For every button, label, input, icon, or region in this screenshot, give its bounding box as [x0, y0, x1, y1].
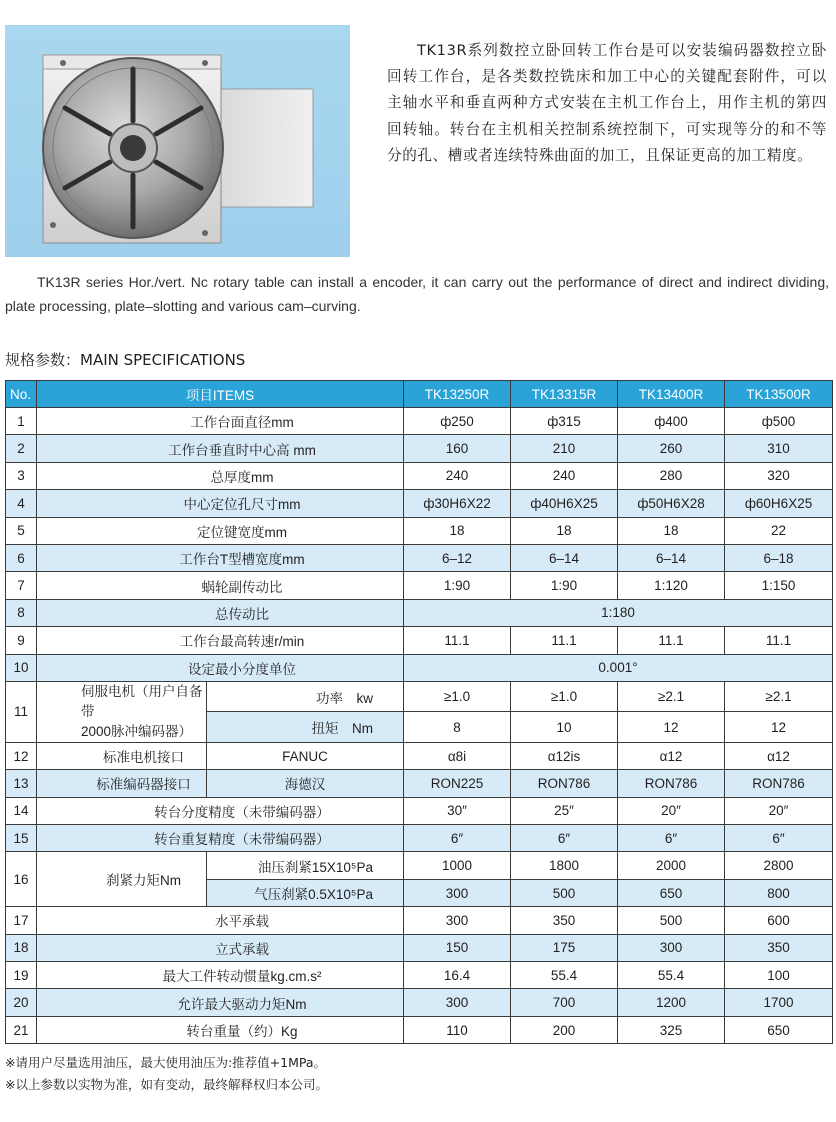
table-row [6, 490, 833, 517]
row-item: 转台重复精度（未带编码器） [37, 825, 404, 852]
row-no: 15 [6, 825, 37, 852]
row-item: 标准电机接口 [37, 742, 207, 769]
row-value: 650 [618, 879, 725, 906]
row-value: ≥2.1 [725, 681, 833, 712]
table-row [6, 852, 833, 879]
table-row [6, 681, 833, 712]
row-no: 19 [6, 962, 37, 989]
row-value: 210 [511, 435, 618, 462]
row-value: 18 [404, 517, 511, 544]
row-no: 5 [6, 517, 37, 544]
row-value: 240 [404, 462, 511, 489]
row-item: 转台分度精度（未带编码器） [37, 797, 404, 824]
row-value: 280 [618, 462, 725, 489]
table-header-row [6, 381, 833, 408]
row-value: ф30H6X22 [404, 490, 511, 517]
table-row [6, 742, 833, 769]
row-value: 325 [618, 1016, 725, 1043]
table-row [6, 435, 833, 462]
row-value: 12 [618, 712, 725, 743]
row-value: 310 [725, 435, 833, 462]
row-value: α8i [404, 742, 511, 769]
row-value: 11.1 [618, 627, 725, 654]
row-value: 20″ [725, 797, 833, 824]
table-row [6, 770, 833, 797]
row-no: 13 [6, 770, 37, 797]
row-value-span: 1:180 [404, 599, 833, 626]
row-item: 转台重量（约）Kg [37, 1016, 404, 1043]
table-row [6, 989, 833, 1016]
row-no: 11 [6, 681, 37, 742]
row-item: 中心定位孔尺寸mm [37, 490, 404, 517]
table-row [6, 654, 833, 681]
row-value-span: 0.001° [404, 654, 833, 681]
table-row [6, 408, 833, 435]
row-value: ф50H6X28 [618, 490, 725, 517]
row-value: 300 [404, 989, 511, 1016]
row-no: 10 [6, 654, 37, 681]
row-value: 500 [511, 879, 618, 906]
row-value: 18 [618, 517, 725, 544]
row-item: 标准编码器接口 [37, 770, 207, 797]
row-value: 16.4 [404, 962, 511, 989]
row-value: 240 [511, 462, 618, 489]
row-no: 6 [6, 544, 37, 571]
row-value: 700 [511, 989, 618, 1016]
row-value: ф400 [618, 408, 725, 435]
row-value: ≥1.0 [404, 681, 511, 712]
row-value: 1:120 [618, 572, 725, 599]
row-item: 总厚度mm [37, 462, 404, 489]
header-model-1: TK13250R [404, 381, 511, 408]
sub-label: 气压刹紧0.5X10⁵Pa [207, 879, 404, 906]
table-row [6, 934, 833, 961]
row-value: α12 [618, 742, 725, 769]
row-value: 350 [725, 934, 833, 961]
row-no: 12 [6, 742, 37, 769]
row-value: 2800 [725, 852, 833, 879]
row-no: 7 [6, 572, 37, 599]
row-item: 水平承载 [37, 907, 404, 934]
row-value: 11.1 [404, 627, 511, 654]
row-item: 最大工件转动惯量kg.cm.s² [37, 962, 404, 989]
row-value: 30″ [404, 797, 511, 824]
row-item: 允许最大驱动力矩Nm [37, 989, 404, 1016]
row-value: 25″ [511, 797, 618, 824]
row-value: 650 [725, 1016, 833, 1043]
row-item: 刹紧力矩Nm [37, 852, 207, 907]
row-value: 10 [511, 712, 618, 743]
row-value: 6″ [618, 825, 725, 852]
row-value: 11.1 [725, 627, 833, 654]
row-value: 6″ [511, 825, 618, 852]
row-value: 200 [511, 1016, 618, 1043]
row-no: 1 [6, 408, 37, 435]
product-photo [5, 25, 350, 257]
row-item: 工作台最高转速r/min [37, 627, 404, 654]
row-value: 175 [511, 934, 618, 961]
row-item: 总传动比 [37, 599, 404, 626]
row-item: 定位键宽度mm [37, 517, 404, 544]
row-value: 1700 [725, 989, 833, 1016]
row-value: ≥2.1 [618, 681, 725, 712]
row-no: 20 [6, 989, 37, 1016]
header-model-2: TK13315R [511, 381, 618, 408]
row-value: 18 [511, 517, 618, 544]
row-no: 8 [6, 599, 37, 626]
row-value: ≥1.0 [511, 681, 618, 712]
sub-label: 油压刹紧15X10⁵Pa [207, 852, 404, 879]
row-value: RON786 [618, 770, 725, 797]
row-no: 21 [6, 1016, 37, 1043]
row-no: 4 [6, 490, 37, 517]
row-value: ф40H6X25 [511, 490, 618, 517]
row-value: 55.4 [618, 962, 725, 989]
header-items: 项目ITEMS [37, 381, 404, 408]
table-row [6, 825, 833, 852]
row-value: 150 [404, 934, 511, 961]
table-row [6, 544, 833, 571]
row-value: 320 [725, 462, 833, 489]
row-value: ф500 [725, 408, 833, 435]
row-value: 2000 [618, 852, 725, 879]
row-value: RON225 [404, 770, 511, 797]
row-value: 1000 [404, 852, 511, 879]
row-no: 18 [6, 934, 37, 961]
row-no: 9 [6, 627, 37, 654]
header-no: No. [6, 381, 37, 408]
row-value: ф250 [404, 408, 511, 435]
row-value: 6–18 [725, 544, 833, 571]
table-row [6, 797, 833, 824]
footnote-1: ※请用户尽量选用油压，最大使用油压为:推荐值+1MPa。 [5, 1055, 327, 1070]
row-no: 2 [6, 435, 37, 462]
row-item: 设定最小分度单位 [37, 654, 404, 681]
row-value: 6″ [404, 825, 511, 852]
table-row [6, 627, 833, 654]
row-item: 工作台T型槽宽度mm [37, 544, 404, 571]
row-item: 蜗轮副传动比 [37, 572, 404, 599]
sub-label: 功率 kw [207, 681, 404, 712]
row-item-line1: 伺服电机（用户自备带 [81, 683, 203, 719]
table-row [6, 1016, 833, 1043]
row-value: α12 [725, 742, 833, 769]
row-item-line2: 2000脉冲编码器） [81, 723, 193, 739]
row-item [37, 681, 207, 742]
table-row [6, 462, 833, 489]
row-no: 16 [6, 852, 37, 907]
row-no: 3 [6, 462, 37, 489]
spec-title: 规格参数：MAIN SPECIFICATIONS [5, 351, 246, 369]
row-item: 工作台垂直时中心高 mm [37, 435, 404, 462]
row-value: 1:150 [725, 572, 833, 599]
row-value: 22 [725, 517, 833, 544]
header-model-3: TK13400R [618, 381, 725, 408]
row-no: 14 [6, 797, 37, 824]
row-value: 55.4 [511, 962, 618, 989]
header-model-4: TK13500R [725, 381, 833, 408]
row-value: 110 [404, 1016, 511, 1043]
row-value: RON786 [725, 770, 833, 797]
row-value: 800 [725, 879, 833, 906]
row-value: 300 [618, 934, 725, 961]
row-value: 260 [618, 435, 725, 462]
row-value: 600 [725, 907, 833, 934]
row-value: RON786 [511, 770, 618, 797]
intro-english: TK13R series Hor./vert. Nc rotary table can install a encoder, it can carry out the performance of direct and indirect dividing, plate processing, plate–slotting and various cam–curving. [5, 274, 829, 314]
table-row [6, 572, 833, 599]
table-row [6, 962, 833, 989]
spec-table [5, 380, 833, 1044]
rotary-table-illustration [5, 25, 350, 257]
row-value: 1:90 [511, 572, 618, 599]
row-value: 1800 [511, 852, 618, 879]
row-value: 1:90 [404, 572, 511, 599]
row-item: 工作台面直径mm [37, 408, 404, 435]
row-value: 20″ [618, 797, 725, 824]
row-value: 300 [404, 907, 511, 934]
row-mid: 海德汉 [207, 770, 404, 797]
row-item: 立式承载 [37, 934, 404, 961]
row-value: 12 [725, 712, 833, 743]
row-value: 350 [511, 907, 618, 934]
row-value: ф60H6X25 [725, 490, 833, 517]
row-value: α12is [511, 742, 618, 769]
row-value: 8 [404, 712, 511, 743]
intro-chinese: TK13R系列数控立卧回转工作台是可以安装编码器数控立卧回转工作台，是各类数控铣床和加工中心的关键配套附件，可以主轴水平和垂直两种方式安装在主机工作台上，用作主机的第四回转轴。转台在主机相关控制系统控制下，可实现等分的和不等分的孔、槽或者连续特殊曲面的加工，且保证更高的加工精度。 [387, 42, 827, 164]
row-value: 500 [618, 907, 725, 934]
table-row [6, 907, 833, 934]
row-value: 300 [404, 879, 511, 906]
row-value: 6″ [725, 825, 833, 852]
table-row [6, 517, 833, 544]
row-value: 1200 [618, 989, 725, 1016]
row-no: 17 [6, 907, 37, 934]
row-mid: FANUC [207, 742, 404, 769]
table-row [6, 599, 833, 626]
row-value: 11.1 [511, 627, 618, 654]
row-value: 6–12 [404, 544, 511, 571]
row-value: 100 [725, 962, 833, 989]
row-value: ф315 [511, 408, 618, 435]
sub-label: 扭矩 Nm [207, 712, 404, 743]
row-value: 6–14 [618, 544, 725, 571]
footnote-2: ※以上参数以实物为准，如有变动，最终解释权归本公司。 [5, 1077, 328, 1092]
row-value: 160 [404, 435, 511, 462]
row-value: 6–14 [511, 544, 618, 571]
